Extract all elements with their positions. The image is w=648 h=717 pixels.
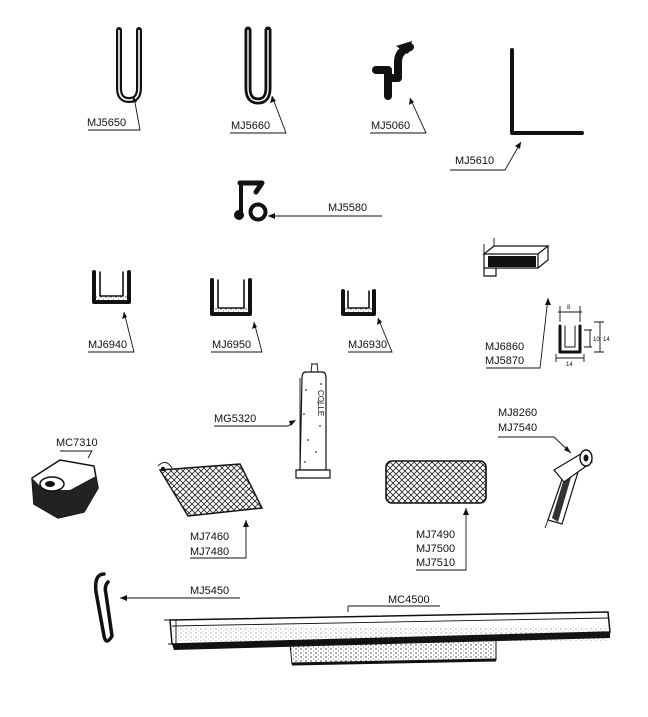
profile-mj6930: [343, 291, 392, 352]
profile-mj6940: [88, 272, 134, 352]
label-mj5450: MJ5450: [190, 585, 230, 597]
dim-bottom-width: 14: [566, 362, 573, 368]
part-mj7460-mj7480: [158, 462, 262, 558]
part-mg5320: [214, 364, 330, 478]
label-mj6940: MJ6940: [88, 339, 128, 351]
label-mc7310: MC7310: [56, 437, 98, 449]
label-mj5660: MJ5660: [231, 120, 271, 132]
label-mg5320: MG5320: [214, 413, 257, 425]
part-mj7490-mj7500-mj7510: [386, 461, 486, 570]
label-mj7510: MJ7510: [416, 557, 456, 569]
label-mj7490: MJ7490: [416, 529, 456, 541]
profile-mj5660: [230, 30, 286, 133]
profile-mj6950: [211, 280, 262, 352]
profile-mj5060: [370, 41, 426, 133]
dim-outer-height: 14: [603, 337, 610, 343]
label-mj7500: MJ7500: [416, 543, 456, 555]
label-mj8260: MJ8260: [498, 407, 538, 419]
tube-brand-text: COLLE: [316, 390, 325, 417]
label-mc4500: MC4500: [388, 594, 430, 606]
profile-mj5650: [87, 30, 140, 130]
label-mj6950: MJ6950: [212, 339, 252, 351]
part-mc7310: [32, 437, 98, 518]
label-mj5060: MJ5060: [371, 120, 411, 132]
part-mc4500: [164, 594, 610, 664]
label-mj7540: MJ7540: [498, 422, 538, 434]
label-mj7480: MJ7480: [190, 546, 230, 558]
label-mj7460: MJ7460: [190, 531, 230, 543]
profile-mj6860-mj5870: [484, 238, 610, 368]
label-mj5610: MJ5610: [455, 155, 495, 167]
label-mj6860: MJ6860: [485, 341, 525, 353]
label-mj6930: MJ6930: [348, 339, 388, 351]
profile-mj5610: [450, 50, 582, 170]
part-mj8260-mj7540: [498, 407, 592, 528]
dim-top-width: 8: [567, 305, 571, 311]
label-mj5650: MJ5650: [87, 117, 127, 129]
profile-mj5580: [234, 183, 382, 220]
dim-inner-height: 10: [593, 337, 600, 343]
label-mj5870: MJ5870: [485, 355, 525, 367]
label-mj5580: MJ5580: [328, 202, 368, 214]
